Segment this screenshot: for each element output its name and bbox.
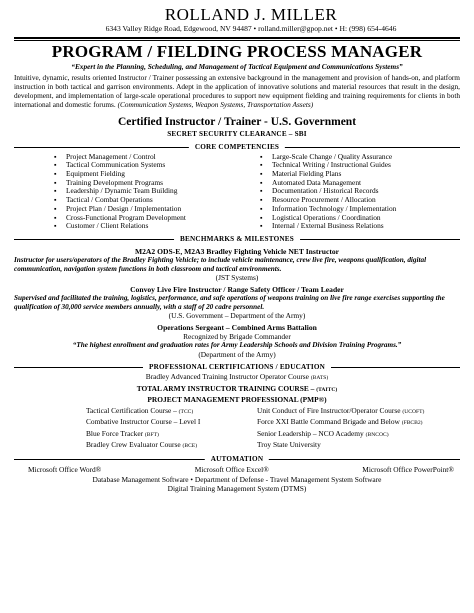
competency-item: ▪ Leadership / Dynamic Team Building [44,187,244,196]
competencies-left [44,153,244,231]
competency-item: ▪ Project Management / Control [44,153,244,162]
milestone-description: Instructor for users/operators of the Bradley Fighting Vehicle; to include vehicle maintenance, crew live fire, weapons qualification, digital communication, navigation system functions in both classroom and tactical environments. [14,255,427,273]
contact-line: 6343 Valley Ridge Road, Edgewood, NV 94487 • rolland.miller@gpop.net • H: (998) 654-4646 [105,24,397,33]
competency-item: ▪ Customer / Client Relations [44,222,244,231]
competency-item: ▪ Documentation / Historical Records [250,187,460,196]
competency-item: ▪ Equipment Fielding [44,170,244,179]
certification-line [14,372,460,384]
certification-item: Bradley Crew Evaluator Course (BCE) [86,439,198,449]
software-line: Digital Training Management System (DTMS) [167,484,307,494]
section-header-milestones [14,234,460,244]
certification-item: Tactical Certification Course – (TCC) [86,405,194,415]
competency-item: ▪ Information Technology / Implementation [250,205,460,214]
milestone-operations [14,323,460,359]
section-header-competencies [14,142,460,152]
certification-grid [14,406,460,452]
tagline: “Expert in the Planning, Scheduling, and Management of Tactical Equipment and Communications Systems” [71,62,403,71]
certification-item: Unit Conduct of Fire Instructor/Operator Course (UCOFT) [257,405,425,415]
competency-item: ▪ Training Development Programs [44,179,244,188]
competencies-list [14,153,460,231]
competency-item: ▪ Tactical / Combat Operations [44,196,244,205]
resume-title: PROGRAM / FIELDING PROCESS MANAGER [51,42,423,61]
certification-item: Force XXI Battle Command Brigade and Below (FBCB2) [257,417,423,427]
section-label: AUTOMATION [205,454,269,464]
software-line: Database Management Software • Department of Defense - Travel Management System Software [92,475,382,485]
competency-item: ▪ Cross-Functional Program Development [44,214,244,223]
summary-paragraph [14,74,460,110]
header-rule [14,37,460,39]
competency-item: ▪ Automated Data Management [250,179,460,188]
certification-title: Certified Instructor / Trainer - U.S. Government [117,115,357,128]
summary-text: Intuitive, dynamic, results oriented Instructor / Trainer possessing an extensive background in the management and provision of hands-on, and platform instruction in both tactical and garrison environments. Adept in the application of innovative solutions and material resources that result in the design, development, and implementation of large-scale operational procedures to support new equipment fielding and training requirements for clients in both international and domestic forums. [14,73,460,109]
certification-line: PROJECT MANAGEMENT PROFESSIONAL (PMP®) [147,395,327,405]
section-header-professional [14,362,460,372]
section-label: PROFESSIONAL CERTIFICATIONS / EDUCATION [143,362,331,372]
security-clearance: SECRET SECURITY CLEARANCE – SBI [167,129,307,138]
competency-item: ▪ Internal / External Business Relations [250,222,460,231]
milestone-subheading: Recognized by Brigade Commander [183,332,291,342]
milestone-description: Supervised and facilitated the training, logistics, performance, and safe operations of weapons training on live fire range exercises supporting the qualification of 30,000 service members annually, with a staff of 20 cadre personnel. [14,294,445,311]
competency-item: ▪ Project Plan / Design / Implementation [44,205,244,214]
competency-item: ▪ Technical Writing / Instructional Guides [250,161,460,170]
competency-item: ▪ Resource Procurement / Allocation [250,196,460,205]
milestone-heading: Operations Sergeant – Combined Arms Battalion [157,323,317,333]
competencies-right [250,153,460,231]
certification-abbr: (BATS) [310,374,329,381]
software-item: Microsoft Office PowerPoint® [362,465,454,475]
certification-item: Combative Instructor Course – Level I [86,417,201,427]
competency-item: ▪ Material Fielding Plans [250,170,460,179]
software-item: Microsoft Office Word® [28,465,102,475]
milestone-source: (Department of the Army) [198,349,276,359]
header-rule-thin [14,40,460,41]
competency-item: ▪ Large-Scale Change / Quality Assurance [250,153,460,162]
certification-name: TOTAL ARMY INSTRUCTOR TRAINING COURSE – [136,383,315,393]
certification-item: Blue Force Tracker (BFT) [86,428,159,438]
section-label: CORE COMPETENCIES [189,142,285,152]
competency-item: ▪ Logistical Operations / Coordination [250,214,460,223]
competency-item: ▪ Tactical Communication Systems [44,161,244,170]
section-label: BENCHMARKS & MILESTONES [174,234,300,244]
milestone-source: (U.S. Government – Department of the Army) [168,311,306,321]
milestone-quote: “The highest enrollment and graduation rates for Army Leadership Schools and Division Training Programs.” [72,341,402,350]
milestone-bradley [14,247,460,282]
section-header-automation [14,454,460,464]
software-row [14,465,460,475]
milestone-heading: M2A2 ODS-E, M2A3 Bradley Fighting Vehicle NET Instructor [134,246,340,256]
summary-italic: (Communication Systems, Weapon Systems, Transportation Assets) [117,99,314,109]
certification-name: Bradley Advanced Training Instructor Operator Course [145,371,309,381]
certification-abbr: (TAITC) [316,386,338,393]
candidate-name: ROLLAND J. MILLER [164,5,338,24]
milestone-convoy [14,285,460,320]
milestone-heading: Convoy Live Fire Instructor / Range Safety Officer / Team Leader [130,285,344,295]
certification-item: Senior Leadership – NCO Academy (BNCOC) [257,428,389,438]
milestone-source: (JST Systems) [215,273,259,283]
certification-item: Troy State University [257,439,321,449]
certification-line [14,384,460,396]
software-item: Microsoft Office Excel® [194,465,269,475]
